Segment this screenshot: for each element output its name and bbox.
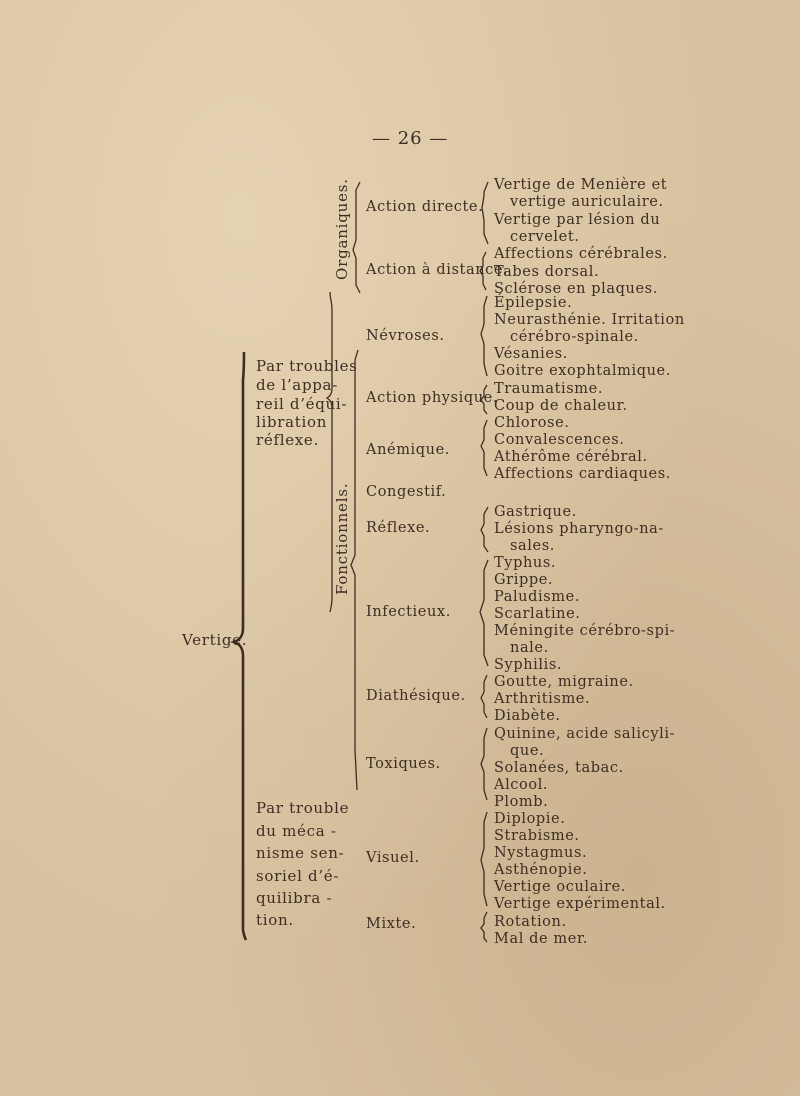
category-action-physique: Action physique. — [366, 390, 499, 406]
list-item: Lésions pharyngo-na- — [494, 521, 664, 537]
root-label: Vertige. — [182, 631, 248, 649]
list-item: Grippe. — [494, 572, 554, 588]
list-item: Arthritisme. — [494, 691, 591, 707]
branch-equilibrium-line-4: libration — [256, 413, 328, 431]
category-action-distance: Action à distance. — [366, 262, 509, 278]
branch-sensory-line-3: nisme sen- — [256, 844, 345, 862]
list-item: cérébro-spinale. — [510, 329, 639, 345]
branch-sensory-line-4: soriel d’é- — [256, 867, 340, 885]
list-item: Scarlatine. — [494, 606, 581, 622]
category-mixte: Mixte. — [366, 916, 417, 932]
category-action-directe: Action directe. — [366, 199, 484, 215]
list-item: Vertige par lésion du — [494, 212, 661, 228]
brace-anemique — [481, 420, 487, 476]
list-item: Alcool. — [494, 777, 549, 793]
list-item: Typhus. — [494, 555, 557, 571]
list-item: Épilepsie. — [494, 295, 573, 311]
list-item: Tabes dorsal. — [494, 264, 600, 280]
brace-visuel — [481, 812, 487, 906]
list-item: Coup de chaleur. — [494, 398, 628, 414]
brace-infectieux — [480, 560, 488, 666]
list-item: Plomb. — [494, 794, 549, 810]
list-item: Affections cardiaques. — [494, 466, 671, 482]
list-item: Asthénopie. — [494, 862, 588, 878]
list-item: Gastrique. — [494, 504, 577, 520]
branch-sensory-line-1: Par trouble — [256, 799, 350, 817]
list-item: Diplopie. — [494, 811, 566, 827]
category-reflexe: Réflexe. — [366, 520, 431, 536]
group-functional-label: Fonctionnels. — [333, 482, 351, 595]
brace-reflexe — [481, 507, 488, 552]
list-item: Sclérose en plaques. — [494, 281, 658, 297]
category-infectieux: Infectieux. — [366, 604, 451, 620]
branch-equilibrium-line-5: réflexe. — [256, 431, 319, 449]
brace-equilibrium — [327, 292, 332, 612]
category-anemique: Anémique. — [366, 442, 450, 458]
list-item: Quinine, acide salicyli- — [494, 726, 676, 742]
list-item: Mal de mer. — [494, 931, 589, 947]
branch-sensory-line-2: du méca - — [256, 822, 337, 840]
category-visuel: Visuel. — [366, 850, 420, 866]
branch-sensory-line-6: tion. — [256, 911, 294, 929]
list-item: Vertige de Menière et — [494, 177, 668, 193]
list-item: Neurasthénie. Irritation — [494, 312, 685, 328]
list-item: Goutte, migraine. — [494, 674, 634, 690]
list-item: Paludisme. — [494, 589, 581, 605]
branch-equilibrium-line-2: de l’appa- — [256, 376, 338, 394]
category-diathesique: Diathésique. — [366, 688, 466, 704]
branch-equilibrium-line-3: reil d’équi- — [256, 395, 348, 413]
list-item: Syphilis. — [494, 657, 563, 673]
list-item: Goitre exophtalmique. — [494, 363, 671, 379]
list-item: Rotation. — [494, 914, 567, 930]
list-item: sales. — [510, 538, 555, 554]
list-item: Strabisme. — [494, 828, 580, 844]
branch-sensory-line-5: quilibra - — [256, 889, 333, 907]
brace-diathesique — [481, 675, 487, 718]
list-item: Méningite cérébro-spi- — [494, 623, 676, 639]
list-item: Vésanies. — [494, 346, 568, 362]
list-item: vertige auriculaire. — [510, 194, 664, 210]
category-nevroses: Névroses. — [366, 328, 445, 344]
list-item: Convalescences. — [494, 432, 625, 448]
brace-nevroses — [481, 296, 487, 376]
list-item: Vertige oculaire. — [494, 879, 627, 895]
list-item: Vertige expérimental. — [494, 896, 666, 912]
category-congestif: Congestif. — [366, 484, 447, 500]
list-item: Solanées, tabac. — [494, 760, 624, 776]
list-item: Diabète. — [494, 708, 561, 724]
list-item: cervelet. — [510, 229, 580, 245]
list-item: Affections cérébrales. — [494, 246, 668, 262]
branch-equilibrium-line-1: Par troubles — [256, 357, 358, 375]
brace-functional — [351, 350, 358, 790]
category-toxiques: Toxiques. — [366, 756, 441, 772]
list-item: Athérôme cérébral. — [494, 449, 648, 465]
page-number: — 26 — — [372, 128, 449, 149]
brace-organic — [353, 182, 360, 293]
group-organic-label: Organiques. — [333, 178, 351, 280]
list-item: Chlorose. — [494, 415, 570, 431]
list-item: que. — [510, 743, 545, 759]
list-item: Nystagmus. — [494, 845, 588, 861]
brace-toxiques — [481, 728, 487, 800]
list-item: nale. — [510, 640, 549, 656]
brace-mixte — [481, 912, 487, 942]
list-item: Traumatisme. — [494, 381, 604, 397]
